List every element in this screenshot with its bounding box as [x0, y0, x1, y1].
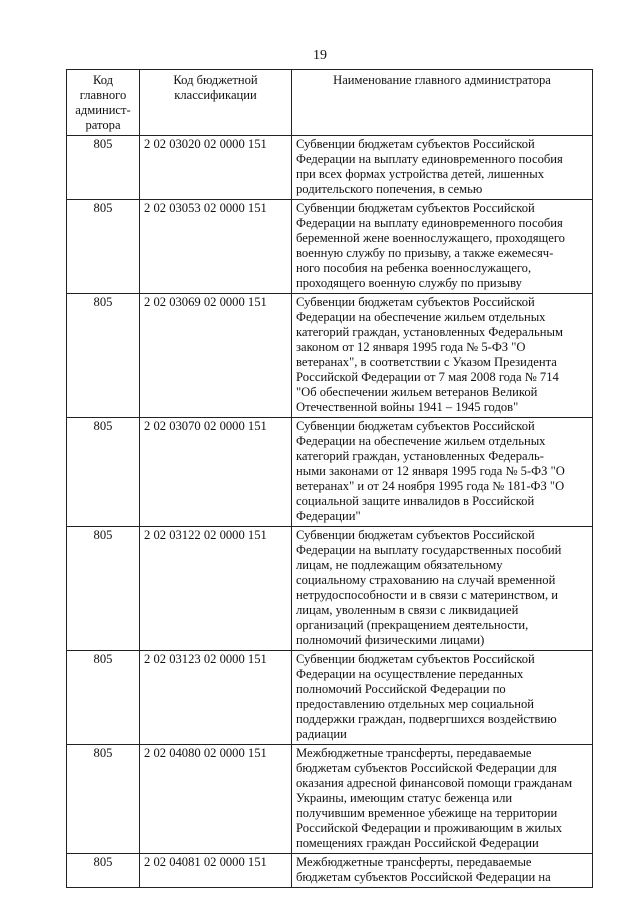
header-row: [67, 70, 593, 136]
budget-code-cell: 2 02 03070 02 0000 151: [140, 418, 292, 527]
admin-name-line: категорий граждан, установленных Федеральным: [296, 325, 563, 339]
admin-name-cell: [292, 651, 593, 745]
budget-classification-table: [66, 69, 593, 888]
admin-name-line: Межбюджетные трансферты, передаваемые: [296, 746, 532, 760]
admin-code-cell: 805: [67, 294, 140, 418]
table-row: [67, 200, 593, 294]
admin-name-cell: [292, 200, 593, 294]
admin-name-line: категорий граждан, установленных Федераль-: [296, 449, 544, 463]
admin-code-cell: 805: [67, 745, 140, 854]
admin-name-line: Российской Федерации от 7 мая 2008 года № 714: [296, 370, 559, 384]
admin-name-cell: [292, 136, 593, 200]
admin-name-line: нетрудоспособности и в связи с материнством, и: [296, 588, 558, 602]
admin-name-cell: [292, 294, 593, 418]
header-line: ратора: [85, 118, 121, 132]
admin-name-line: Субвенции бюджетам субъектов Российской: [296, 137, 535, 151]
admin-name-line: Субвенции бюджетам субъектов Российской: [296, 201, 535, 215]
admin-name-line: законом от 12 января 1995 года № 5-ФЗ "О: [296, 340, 526, 354]
admin-name-line: Федерации на выплату единовременного пособия: [296, 216, 563, 230]
admin-name-line: Федерации на обеспечение жильем отдельных: [296, 310, 546, 324]
admin-name-line: ветеранах", в соответствии с Указом Президента: [296, 355, 557, 369]
table-body: [67, 136, 593, 888]
header-budget-code: [140, 70, 292, 136]
admin-code-cell: 805: [67, 854, 140, 888]
admin-name-line: бюджетам субъектов Российской Федерации на: [296, 870, 551, 884]
admin-name-line: Субвенции бюджетам субъектов Российской: [296, 528, 535, 542]
budget-code-cell: 2 02 03122 02 0000 151: [140, 527, 292, 651]
admin-name-line: бюджетам субъектов Российской Федерации для: [296, 761, 557, 775]
header-admin-name: [292, 70, 593, 136]
admin-name-line: Федерации на выплату единовременного пособия: [296, 152, 563, 166]
admin-name-line: поддержки граждан, подвергшихся воздействию: [296, 712, 557, 726]
admin-name-line: военную службу по призыву, а также ежемесяч-: [296, 246, 554, 260]
admin-name-line: родительского попечения, в семью: [296, 182, 483, 196]
budget-code-cell: 2 02 03053 02 0000 151: [140, 200, 292, 294]
budget-code-cell: 2 02 03123 02 0000 151: [140, 651, 292, 745]
budget-code-cell: 2 02 03069 02 0000 151: [140, 294, 292, 418]
budget-code-cell: 2 02 04080 02 0000 151: [140, 745, 292, 854]
budget-code-cell: 2 02 03020 02 0000 151: [140, 136, 292, 200]
admin-name-line: беременной жене военнослужащего, проходящего: [296, 231, 565, 245]
admin-code-cell: 805: [67, 418, 140, 527]
table-row: [67, 294, 593, 418]
admin-name-line: Федерации на выплату государственных пособий: [296, 543, 562, 557]
admin-name-line: Федерации на осуществление переданных: [296, 667, 524, 681]
admin-code-cell: 805: [67, 200, 140, 294]
table-row: [67, 136, 593, 200]
admin-code-cell: 805: [67, 651, 140, 745]
admin-name-line: при всех формах устройства детей, лишенных: [296, 167, 545, 181]
admin-name-line: организаций (прекращением деятельности,: [296, 618, 529, 632]
admin-code-cell: 805: [67, 527, 140, 651]
table-row: [67, 651, 593, 745]
admin-name-line: Межбюджетные трансферты, передаваемые: [296, 855, 532, 869]
table-row: [67, 418, 593, 527]
admin-name-line: Украины, имеющим статус беженца или: [296, 791, 513, 805]
admin-name-line: социальному страхованию на случай временной: [296, 573, 556, 587]
admin-name-line: оказания адресной финансовой помощи гражданам: [296, 776, 573, 790]
admin-name-line: помещениях граждан Российской Федерации: [296, 836, 539, 850]
admin-name-cell: [292, 854, 593, 888]
admin-name-line: лицам, не подлежащим обязательному: [296, 558, 503, 572]
admin-name-line: полномочий физическими лицами): [296, 633, 485, 647]
table-header: [67, 70, 593, 136]
admin-name-line: ными законами от 12 января 1995 года № 5-ФЗ "О: [296, 464, 565, 478]
header-line: Код: [92, 73, 114, 87]
admin-name-line: получившим временное убежище на территории: [296, 806, 558, 820]
header-line: админист-: [75, 103, 131, 117]
page-number: 19: [313, 48, 327, 63]
admin-name-cell: [292, 527, 593, 651]
admin-name-line: Федерации на обеспечение жильем отдельных: [296, 434, 546, 448]
admin-name-line: Российской Федерации и проживающим в жилых: [296, 821, 563, 835]
admin-name-cell: [292, 745, 593, 854]
table-row: [67, 745, 593, 854]
header-line: Код бюджетной: [173, 73, 258, 87]
admin-name-line: социальной защите инвалидов в Российской: [296, 494, 535, 508]
admin-name-line: предоставлению отдельных мер социальной: [296, 697, 535, 711]
budget-code-cell: 2 02 04081 02 0000 151: [140, 854, 292, 888]
admin-name-cell: [292, 418, 593, 527]
header-admin-code: [67, 70, 140, 136]
header-line: Наименование главного администратора: [333, 73, 551, 87]
admin-name-line: проходящего военную службу по призыву: [296, 276, 522, 290]
admin-name-line: лицам, уволенным в связи с ликвидацией: [296, 603, 519, 617]
admin-name-line: Субвенции бюджетам субъектов Российской: [296, 419, 535, 433]
admin-name-line: полномочий Российской Федерации по: [296, 682, 506, 696]
admin-name-line: Субвенции бюджетам субъектов Российской: [296, 652, 535, 666]
admin-name-line: Субвенции бюджетам субъектов Российской: [296, 295, 535, 309]
header-line: классификации: [174, 88, 257, 102]
admin-code-cell: 805: [67, 136, 140, 200]
admin-name-line: ветеранах" и от 24 ноября 1995 года № 181-ФЗ "О: [296, 479, 565, 493]
table-row: [67, 527, 593, 651]
header-line: главного: [79, 88, 127, 102]
admin-name-line: "Об обеспечении жильем ветеранов Великой: [296, 385, 538, 399]
admin-name-line: Отечественной войны 1941 – 1945 годов": [296, 400, 519, 414]
admin-name-line: радиации: [296, 727, 347, 741]
table-row: [67, 854, 593, 888]
admin-name-line: ного пособия на ребенка военнослужащего,: [296, 261, 532, 275]
admin-name-line: Федерации": [296, 509, 361, 523]
